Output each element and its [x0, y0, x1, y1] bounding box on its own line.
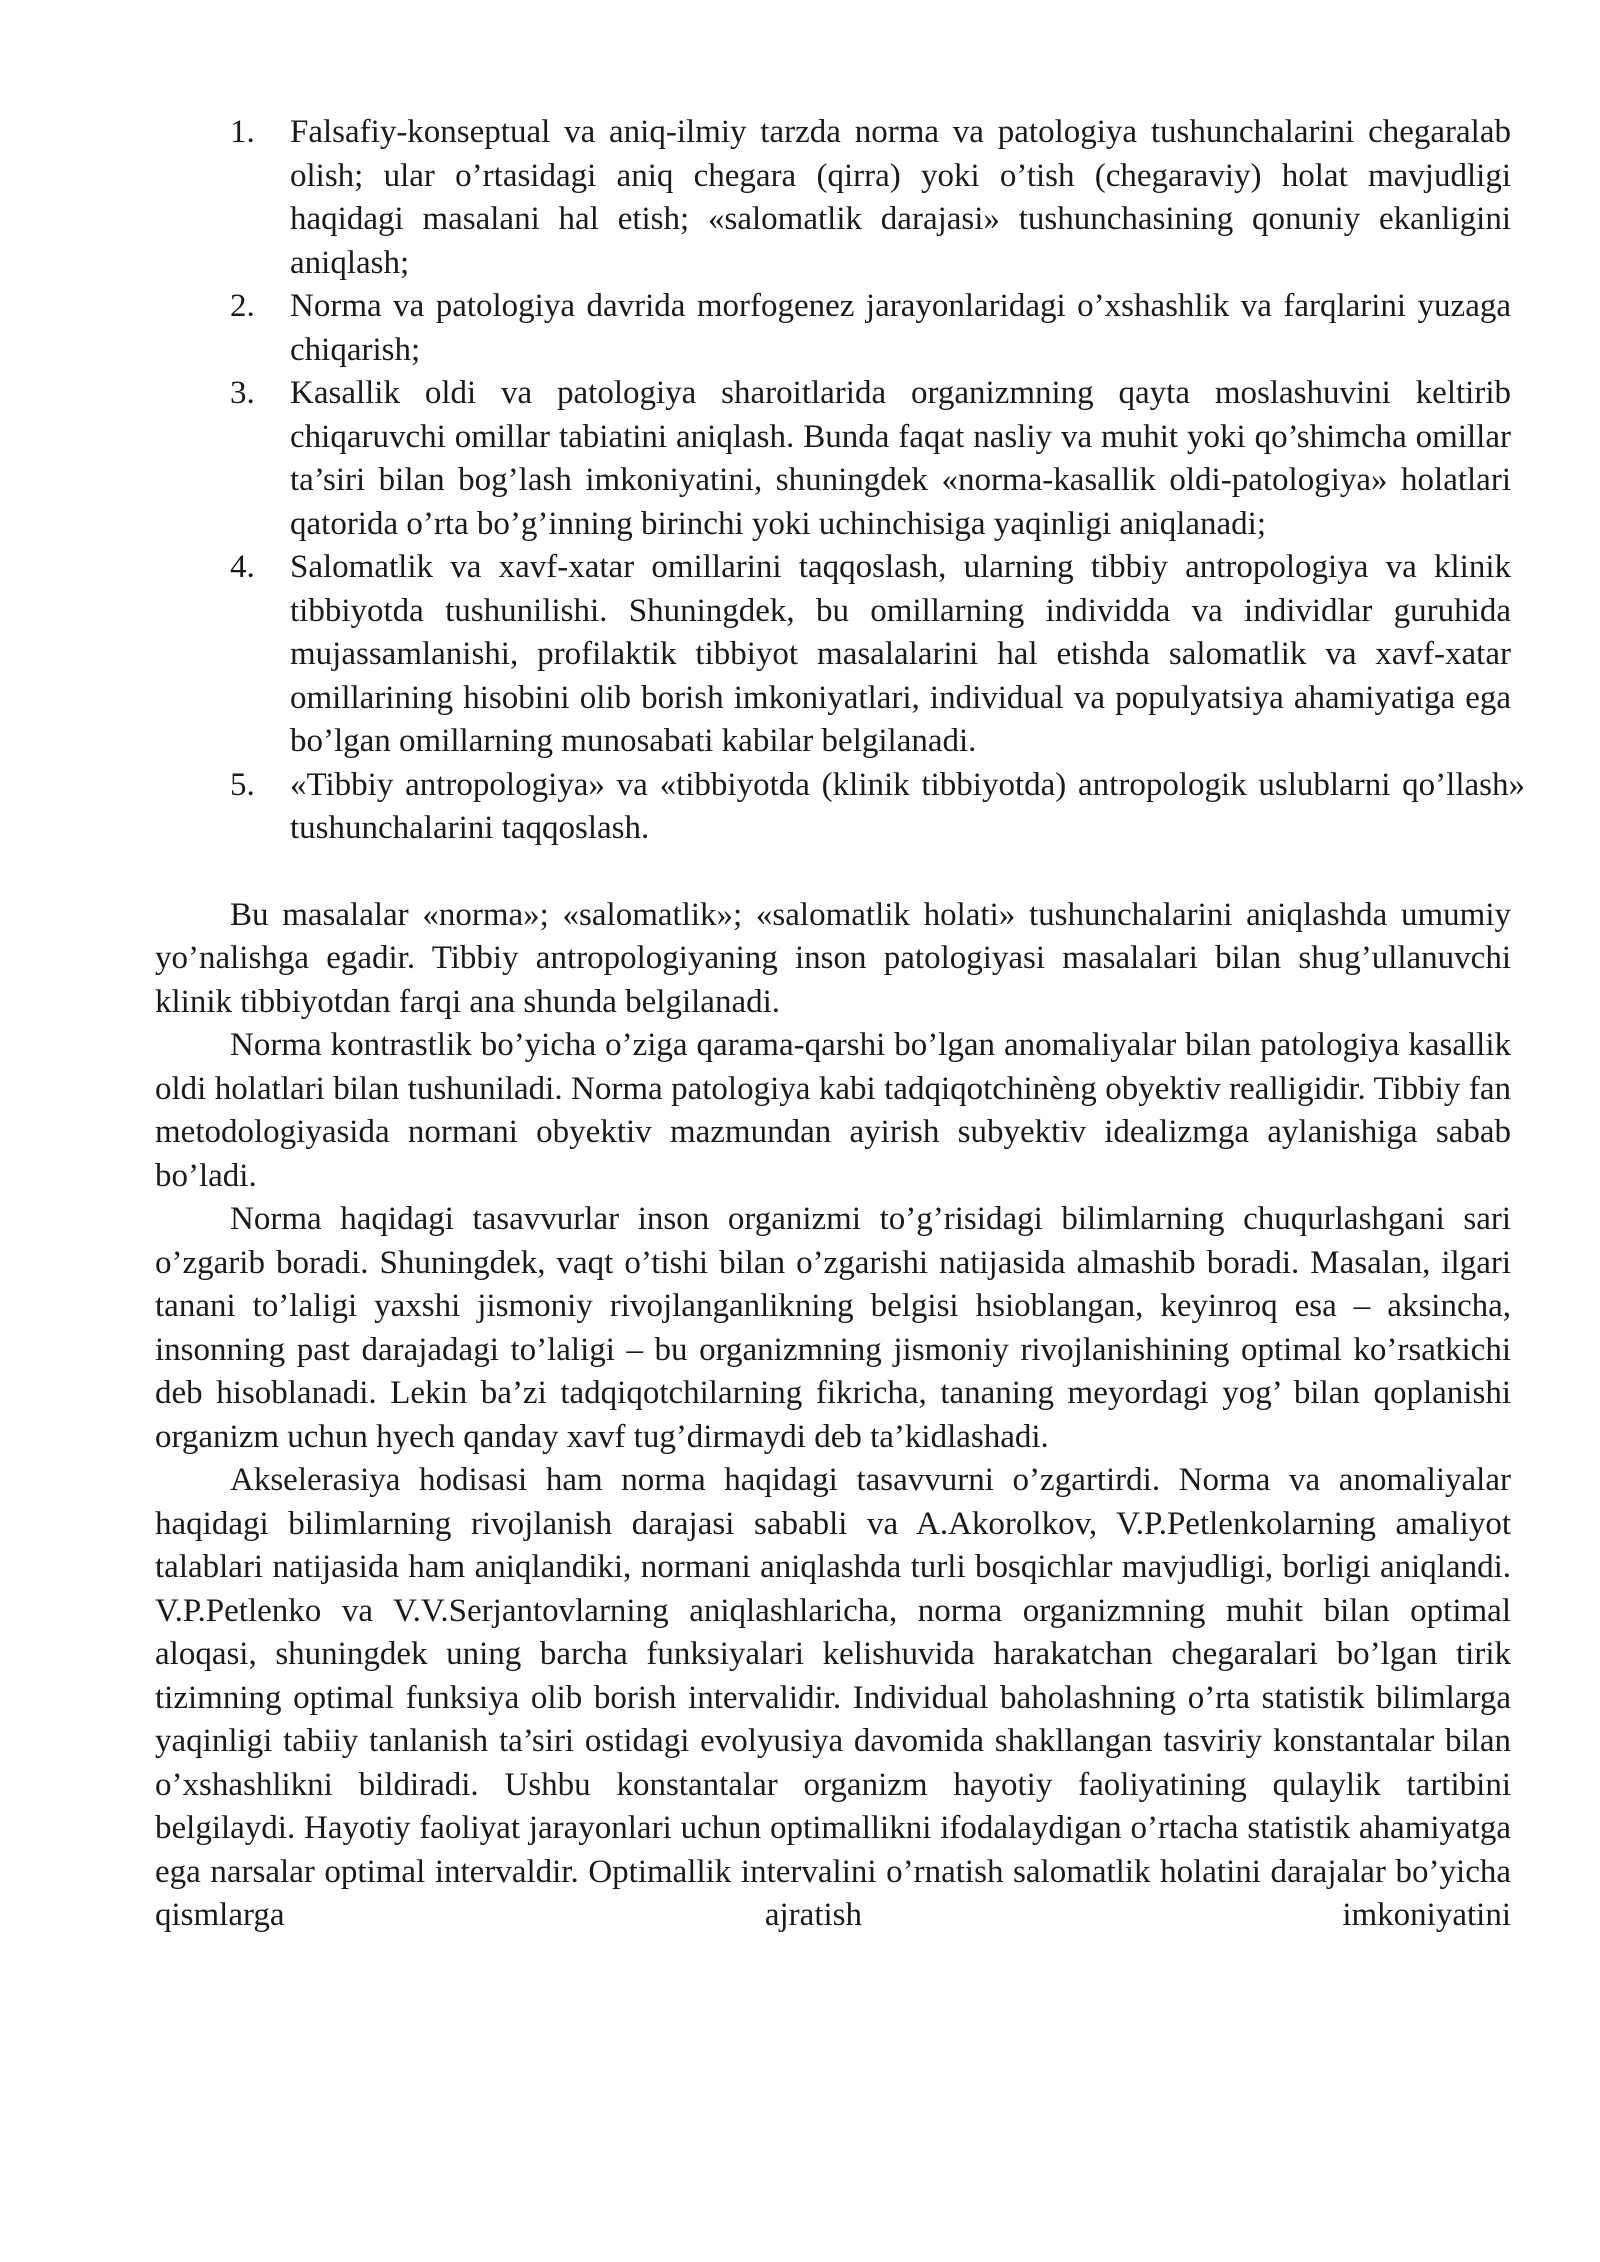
list-item — [155, 111, 1511, 285]
list-item-number: 3. — [230, 375, 255, 411]
list-item — [155, 764, 1525, 851]
list-item — [155, 546, 1511, 764]
list-item-number: 2. — [230, 288, 255, 324]
body-paragraph: Norma kontrastlik bo’yicha o’ziga qarama-qarshi bo’lgan anomaliyalar bilan patologiya kasallik oldi holatlari bilan tushuniladi. Norma patologiya kabi tadqiqotchinèng obyektiv realligidir. Tibbiy fan metodologiyasida normani obyektiv mazmundan ayirish subyektiv idealizmga aylanishiga sabab bo’ladi. — [155, 1027, 1511, 1194]
numbered-list — [155, 111, 1525, 851]
list-item — [155, 372, 1511, 546]
list-item-number: 4. — [230, 549, 255, 585]
list-item-text: Falsafiy-konseptual va aniq-ilmiy tarzda norma va patologiya tushunchalarini chegaralab olish; ular o’rtasidagi aniq chegara (qirra) yoki o’tish (chegaraviy) holat mavjudligi haqidagi masalani hal etish; «salomatlik darajasi» tushunchasining qonuniy ekanligini aniqlash; — [290, 114, 1511, 281]
list-item-text: Kasallik oldi va patologiya sharoitlarida organizmning qayta moslashuvini keltirib chiqaruvchi omillar tabiatini aniqlash. Bunda faqat nasliy va muhit yoki qo’shimcha omillar ta’siri bilan bog’lash imkoniyatini, shuningdek «norma-kasallik oldi-patologiya» holatlari qatorida o’rta bo’g’inning birinchi yoki uchinchisiga yaqinligi aniqlanadi; — [290, 375, 1511, 542]
list-item-number: 5. — [230, 766, 255, 803]
list-item — [155, 285, 1511, 372]
body-paragraph: Norma haqidagi tasavvurlar inson organizmi to’g’risidagi bilimlarning chuqurlashgani sari o’zgarib boradi. Shuningdek, vaqt o’tishi bilan o’zgarishi natijasida almashib boradi. Masalan, ilgari tanani to’laligi yaxshi jismoniy rivojlanganlikning belgisi hsioblangan, keyinroq esa – aksincha, insonning past darajadagi to’laligi – bu organizmning jismoniy rivojlanishining optimal ko’rsatkichi deb hisoblanadi. Lekin ba’zi tadqiqotchilarning fikricha, tananing meyordagi yog’ bilan qoplanishi organizm uchun hyech qanday xavf tug’dirmaydi deb ta’kidlashadi. — [155, 1201, 1511, 1455]
list-item-text: Salomatlik va xavf-xatar omillarini taqqoslash, ularning tibbiy antropologiya va klinik tibbiyotda tushunilishi. Shuningdek, bu omillarning individda va individlar guruhida mujassamlanishi, profilaktik tibbiyot masalalarini hal etishda salomatlik va xavf-xatar omillarining hisobini olib borish imkoniyatlari, individual va populyatsiya ahamiyatiga ega bo’lgan omillarning munosabati kabilar belgilanadi. — [290, 549, 1511, 759]
list-item-text: «Tibbiy antropologiya» va «tibbiyotda (klinik tibbiyotda) antropologik uslublarni qo’llash» tushunchalarini taqqoslash. — [290, 766, 1525, 846]
list-item-text: Norma va patologiya davrida morfogenez jarayonlaridagi o’xshashlik va farqlarini yuzaga chiqarish; — [290, 288, 1511, 368]
list-item-number: 1. — [230, 114, 255, 150]
body-paragraph: Akselerasiya hodisasi ham norma haqidagi tasavvurni o’zgartirdi. Norma va anomaliyalar haqidagi bilimlarning rivojlanish darajasi sababli va A.Akorolkov, V.P.Petlenkolarning amaliyot talablari natijasida ham aniqlandiki, normani aniqlashda turli bosqichlar mavjudligi, borligi aniqlandi. V.P.Petlenko va V.V.Serjantovlarning aniqlashlaricha, norma organizmning muhit bilan optimal aloqasi, shuningdek uning barcha funksiyalari kelishuvida harakatchan chegaralari bo’lgan tirik tizimning optimal funksiya olib borish intervalidir. Individual baholashning o’rta statistik bilimlarga yaqinligi tabiiy tanlanish ta’siri ostidagi evolyusiya davomida shakllangan tasviriy konstantalar bilan o’xshashlikni bildiradi. Ushbu konstantalar organizm hayotiy faoliyatining qulaylik tartibini belgilaydi. Hayotiy faoliyat jarayonlari uchun optimallikni ifodalaydigan o’rtacha statistik ahamiyatga ega narsalar optimal intervaldir. Optimallik intervalini o’rnatish salomatlik holatini darajalar bo’yicha qismlarga ajratish imkoniyatini — [155, 1462, 1511, 1933]
body-paragraph: Bu masalalar «norma»; «salomatlik»; «salomatlik holati» tushunchalarini aniqlashda umumiy yo’nalishga egadir. Tibbiy antropologiyaning inson patologiyasi masalalari bilan shug’ullanuvchi klinik tibbiyotdan farqi ana shunda belgilanadi. — [155, 896, 1511, 1020]
page-content — [155, 111, 1525, 1938]
